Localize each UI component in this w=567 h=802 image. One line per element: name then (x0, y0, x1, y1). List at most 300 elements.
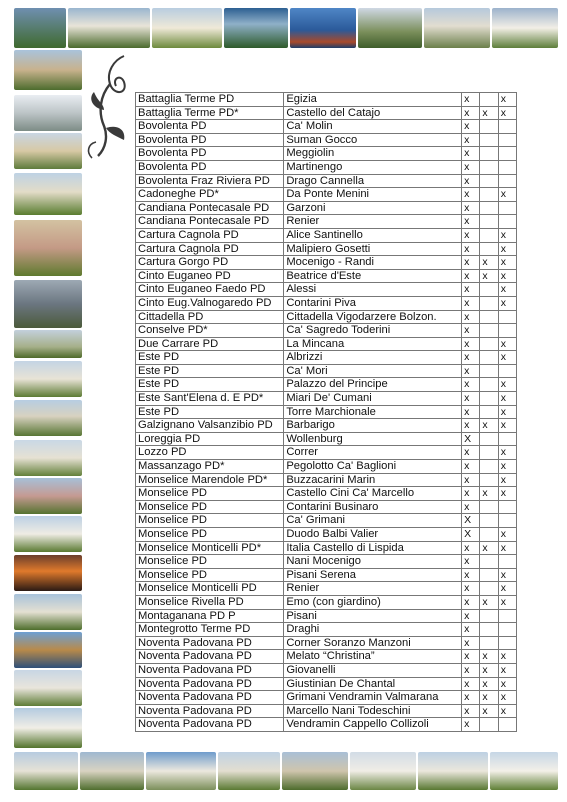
mark-cell-3: x (498, 106, 516, 120)
table-row (136, 582, 517, 596)
mark-cell-3: x (498, 595, 516, 609)
location-cell: Noventa Padovana PD (136, 704, 284, 718)
mark-cell-1: x (462, 174, 480, 188)
table-row (136, 460, 517, 474)
mark-cell-3 (498, 147, 516, 161)
location-cell: Cinto Euganeo PD (136, 269, 284, 283)
mark-cell-2 (480, 446, 498, 460)
mark-cell-2 (480, 460, 498, 474)
table-row (136, 500, 517, 514)
mark-cell-2 (480, 201, 498, 215)
location-cell: Noventa Padovana PD (136, 650, 284, 664)
mark-cell-2 (480, 432, 498, 446)
mark-cell-1: x (462, 636, 480, 650)
mark-cell-1: X (462, 528, 480, 542)
table-row (136, 174, 517, 188)
villa-name-cell: Renier (284, 582, 462, 596)
villa-photo (80, 752, 144, 790)
table-row (136, 405, 517, 419)
mark-cell-3: x (498, 351, 516, 365)
mark-cell-3: x (498, 337, 516, 351)
mark-cell-1: x (462, 337, 480, 351)
location-cell: Monselice Marendole PD* (136, 473, 284, 487)
mark-cell-3: x (498, 487, 516, 501)
table-row (136, 541, 517, 555)
location-cell: Monselice PD (136, 514, 284, 528)
mark-cell-3 (498, 718, 516, 732)
villa-name-cell: Pisani (284, 609, 462, 623)
villa-name-cell: Grimani Vendramin Valmarana (284, 691, 462, 705)
mark-cell-3: x (498, 188, 516, 202)
table-row (136, 595, 517, 609)
villa-name-cell: Mocenigo - Randi (284, 256, 462, 270)
location-cell: Montegrotto Terme PD (136, 623, 284, 637)
villa-name-cell: Pegolotto Ca' Baglioni (284, 460, 462, 474)
mark-cell-2 (480, 405, 498, 419)
mark-cell-3: x (498, 378, 516, 392)
location-cell: Monselice PD (136, 555, 284, 569)
villa-name-cell: Emo (con giardino) (284, 595, 462, 609)
mark-cell-2 (480, 296, 498, 310)
mark-cell-1: x (462, 691, 480, 705)
location-cell: Battaglia Terme PD (136, 93, 284, 107)
mark-cell-3: x (498, 283, 516, 297)
mark-cell-1: x (462, 188, 480, 202)
villa-name-cell: Egizia (284, 93, 462, 107)
table-row (136, 242, 517, 256)
villa-name-cell: Italia Castello di Lispida (284, 541, 462, 555)
location-cell: Loreggia PD (136, 432, 284, 446)
table-row (136, 392, 517, 406)
table-row (136, 650, 517, 664)
mark-cell-2 (480, 147, 498, 161)
villa-photo (14, 361, 82, 397)
location-cell: Lozzo PD (136, 446, 284, 460)
location-cell: Cinto Eug.Valnogaredo PD (136, 296, 284, 310)
table-row (136, 487, 517, 501)
mark-cell-1: x (462, 201, 480, 215)
mark-cell-3 (498, 364, 516, 378)
villa-name-cell: Torre Marchionale (284, 405, 462, 419)
villa-name-cell: Albrizzi (284, 351, 462, 365)
villa-name-cell: Ca' Molin (284, 120, 462, 134)
mark-cell-3 (498, 310, 516, 324)
mark-cell-2 (480, 364, 498, 378)
mark-cell-3: x (498, 242, 516, 256)
villa-name-cell: Martinengo (284, 160, 462, 174)
mark-cell-2 (480, 228, 498, 242)
mark-cell-2: x (480, 487, 498, 501)
table-row (136, 568, 517, 582)
mark-cell-1: x (462, 677, 480, 691)
location-cell: Este Sant'Elena d. E PD* (136, 392, 284, 406)
table-row (136, 718, 517, 732)
mark-cell-3 (498, 133, 516, 147)
villa-name-cell: Miari De' Cumani (284, 392, 462, 406)
location-cell: Noventa Padovana PD (136, 636, 284, 650)
mark-cell-2 (480, 514, 498, 528)
location-cell: Candiana Pontecasale PD (136, 215, 284, 229)
villa-name-cell: Malipiero Gosetti (284, 242, 462, 256)
mark-cell-1: x (462, 582, 480, 596)
villa-photo (218, 752, 280, 790)
location-cell: Cartura Cagnola PD (136, 242, 284, 256)
villa-name-cell: Drago Cannella (284, 174, 462, 188)
table-row (136, 419, 517, 433)
villa-name-cell: Da Ponte Menini (284, 188, 462, 202)
location-cell: Bovolenta Fraz Riviera PD (136, 174, 284, 188)
mark-cell-2: x (480, 677, 498, 691)
table-row (136, 269, 517, 283)
mark-cell-2 (480, 378, 498, 392)
mark-cell-1: x (462, 541, 480, 555)
villa-table (135, 92, 517, 732)
mark-cell-1: x (462, 487, 480, 501)
villa-name-cell: Ca' Mori (284, 364, 462, 378)
location-cell: Monselice PD (136, 528, 284, 542)
villa-name-cell: Alessi (284, 283, 462, 297)
villa-photo (14, 173, 82, 215)
location-cell: Cittadella PD (136, 310, 284, 324)
mark-cell-1: x (462, 120, 480, 134)
mark-cell-1: x (462, 419, 480, 433)
mark-cell-1: x (462, 460, 480, 474)
mark-cell-2 (480, 215, 498, 229)
table-row (136, 324, 517, 338)
mark-cell-2 (480, 636, 498, 650)
table-row (136, 310, 517, 324)
table-row (136, 106, 517, 120)
table-row (136, 93, 517, 107)
location-cell: Este PD (136, 378, 284, 392)
mark-cell-3 (498, 160, 516, 174)
mark-cell-3: x (498, 419, 516, 433)
villa-photo (492, 8, 558, 48)
mark-cell-2 (480, 555, 498, 569)
mark-cell-1: x (462, 473, 480, 487)
table-row (136, 514, 517, 528)
mark-cell-3 (498, 623, 516, 637)
villa-name-cell: Duodo Balbi Valier (284, 528, 462, 542)
mark-cell-1: x (462, 446, 480, 460)
table-row (136, 296, 517, 310)
mark-cell-3: x (498, 582, 516, 596)
mark-cell-1: x (462, 364, 480, 378)
mark-cell-3: x (498, 691, 516, 705)
table-row (136, 188, 517, 202)
villa-name-cell: Ca' Grimani (284, 514, 462, 528)
villa-name-cell: Castello del Catajo (284, 106, 462, 120)
villa-name-cell: Giovanelli (284, 663, 462, 677)
villa-photo (424, 8, 490, 48)
villa-photo (14, 632, 82, 668)
mark-cell-3: x (498, 528, 516, 542)
villa-name-cell: Suman Gocco (284, 133, 462, 147)
villa-photo (490, 752, 558, 790)
mark-cell-2: x (480, 663, 498, 677)
mark-cell-1: X (462, 514, 480, 528)
villa-name-cell: Garzoni (284, 201, 462, 215)
mark-cell-1: x (462, 378, 480, 392)
mark-cell-2: x (480, 595, 498, 609)
mark-cell-3: x (498, 256, 516, 270)
mark-cell-3: x (498, 392, 516, 406)
mark-cell-1: x (462, 623, 480, 637)
villa-photo (146, 752, 216, 790)
mark-cell-3: x (498, 677, 516, 691)
table-row (136, 215, 517, 229)
mark-cell-2 (480, 174, 498, 188)
villa-photo (14, 670, 82, 706)
table-row (136, 283, 517, 297)
mark-cell-2 (480, 718, 498, 732)
mark-cell-3: x (498, 704, 516, 718)
villa-photo (14, 133, 82, 169)
mark-cell-1: x (462, 133, 480, 147)
table-row (136, 201, 517, 215)
mark-cell-2 (480, 283, 498, 297)
villa-name-cell: Beatrice d'Este (284, 269, 462, 283)
location-cell: Candiana Pontecasale PD (136, 201, 284, 215)
villa-photo (14, 708, 82, 748)
villa-name-cell: Draghi (284, 623, 462, 637)
mark-cell-2: x (480, 256, 498, 270)
mark-cell-1: x (462, 324, 480, 338)
villa-name-cell: Meggiolin (284, 147, 462, 161)
mark-cell-2 (480, 310, 498, 324)
location-cell: Monselice Monticelli PD* (136, 541, 284, 555)
mark-cell-3: x (498, 296, 516, 310)
location-cell: Noventa Padovana PD (136, 718, 284, 732)
mark-cell-3: x (498, 446, 516, 460)
villa-name-cell: Nani Mocenigo (284, 555, 462, 569)
mark-cell-1: x (462, 269, 480, 283)
mark-cell-2 (480, 392, 498, 406)
table-row (136, 120, 517, 134)
mark-cell-2 (480, 324, 498, 338)
location-cell: Monselice Monticelli PD (136, 582, 284, 596)
mark-cell-3: x (498, 93, 516, 107)
location-cell: Battaglia Terme PD* (136, 106, 284, 120)
mark-cell-1: x (462, 283, 480, 297)
location-cell: Cinto Euganeo Faedo PD (136, 283, 284, 297)
mark-cell-3: x (498, 650, 516, 664)
mark-cell-1: x (462, 609, 480, 623)
mark-cell-3: x (498, 269, 516, 283)
mark-cell-3 (498, 201, 516, 215)
mark-cell-1: x (462, 392, 480, 406)
mark-cell-2 (480, 133, 498, 147)
mark-cell-3 (498, 120, 516, 134)
mark-cell-3: x (498, 568, 516, 582)
table-row (136, 378, 517, 392)
mark-cell-2 (480, 120, 498, 134)
table-row (136, 147, 517, 161)
mark-cell-2: x (480, 106, 498, 120)
villa-photo (14, 478, 82, 514)
mark-cell-1: x (462, 568, 480, 582)
villa-photo (14, 594, 82, 630)
mark-cell-2: x (480, 650, 498, 664)
location-cell: Cadoneghe PD* (136, 188, 284, 202)
mark-cell-1: x (462, 500, 480, 514)
villa-photo (152, 8, 222, 48)
mark-cell-1: x (462, 228, 480, 242)
mark-cell-1: x (462, 310, 480, 324)
mark-cell-1: x (462, 650, 480, 664)
mark-cell-2 (480, 337, 498, 351)
villa-photo (350, 752, 416, 790)
mark-cell-3 (498, 555, 516, 569)
mark-cell-3: x (498, 663, 516, 677)
mark-cell-3: x (498, 228, 516, 242)
mark-cell-2: x (480, 704, 498, 718)
mark-cell-1: x (462, 256, 480, 270)
mark-cell-2: x (480, 691, 498, 705)
villa-photo (14, 752, 78, 790)
table-row (136, 636, 517, 650)
villa-name-cell: Vendramin Cappello Collizoli (284, 718, 462, 732)
mark-cell-2 (480, 351, 498, 365)
table-row (136, 256, 517, 270)
mark-cell-3 (498, 174, 516, 188)
table-row (136, 528, 517, 542)
villa-name-cell: Ca' Sagredo Toderini (284, 324, 462, 338)
mark-cell-1: x (462, 147, 480, 161)
table-row (136, 609, 517, 623)
location-cell: Conselve PD* (136, 324, 284, 338)
mark-cell-3: x (498, 541, 516, 555)
mark-cell-1: x (462, 595, 480, 609)
location-cell: Cartura Gorgo PD (136, 256, 284, 270)
mark-cell-2: x (480, 269, 498, 283)
mark-cell-3: x (498, 460, 516, 474)
location-cell: Noventa Padovana PD (136, 677, 284, 691)
location-cell: Due Carrare PD (136, 337, 284, 351)
location-cell: Montaganana PD P (136, 609, 284, 623)
villa-name-cell: Barbarigo (284, 419, 462, 433)
villa-name-cell: Buzzacarini Marin (284, 473, 462, 487)
mark-cell-1: x (462, 160, 480, 174)
location-cell: Massanzago PD* (136, 460, 284, 474)
mark-cell-2 (480, 568, 498, 582)
villa-name-cell: Marcello Nani Todeschini (284, 704, 462, 718)
mark-cell-1: x (462, 242, 480, 256)
location-cell: Bovolenta PD (136, 133, 284, 147)
mark-cell-1: x (462, 351, 480, 365)
villa-name-cell: Alice Santinello (284, 228, 462, 242)
location-cell: Monselice PD (136, 500, 284, 514)
location-cell: Bovolenta PD (136, 120, 284, 134)
villa-photo (14, 95, 82, 131)
location-cell: Este PD (136, 405, 284, 419)
mark-cell-1: x (462, 663, 480, 677)
table-row (136, 704, 517, 718)
villa-name-cell: Palazzo del Principe (284, 378, 462, 392)
mark-cell-1: x (462, 296, 480, 310)
mark-cell-2 (480, 160, 498, 174)
table-row (136, 623, 517, 637)
mark-cell-3: x (498, 473, 516, 487)
villa-name-cell: Contarini Businaro (284, 500, 462, 514)
villa-photo (14, 440, 82, 476)
table-row (136, 228, 517, 242)
mark-cell-2 (480, 582, 498, 596)
table-row (136, 337, 517, 351)
villa-photo (418, 752, 488, 790)
table-row (136, 691, 517, 705)
location-cell: Galzignano Valsanzibio PD (136, 419, 284, 433)
villa-name-cell: Cittadella Vigodarzere Bolzon. (284, 310, 462, 324)
villa-name-cell: La Mincana (284, 337, 462, 351)
table-row (136, 364, 517, 378)
mark-cell-2 (480, 242, 498, 256)
table-row (136, 351, 517, 365)
villa-name-cell: Giustinian De Chantal (284, 677, 462, 691)
mark-cell-1: x (462, 718, 480, 732)
mark-cell-3 (498, 636, 516, 650)
location-cell: Monselice PD (136, 568, 284, 582)
table-row (136, 663, 517, 677)
villa-name-cell: Correr (284, 446, 462, 460)
villa-photo (14, 50, 82, 90)
mark-cell-3 (498, 432, 516, 446)
mark-cell-3 (498, 500, 516, 514)
location-cell: Monselice PD (136, 487, 284, 501)
ornament-flourish (84, 50, 139, 160)
mark-cell-2 (480, 500, 498, 514)
location-cell: Monselice Rivella PD (136, 595, 284, 609)
mark-cell-1: x (462, 93, 480, 107)
mark-cell-1: x (462, 106, 480, 120)
villa-name-cell: Melato “Christina” (284, 650, 462, 664)
villa-photo (14, 330, 82, 358)
mark-cell-2 (480, 623, 498, 637)
villa-photo (14, 555, 82, 591)
mark-cell-2: x (480, 419, 498, 433)
table-row (136, 555, 517, 569)
mark-cell-3: x (498, 405, 516, 419)
mark-cell-1: X (462, 432, 480, 446)
mark-cell-3 (498, 609, 516, 623)
villa-photo (14, 8, 66, 48)
villa-photo (14, 516, 82, 552)
villa-name-cell: Wollenburg (284, 432, 462, 446)
table-row (136, 133, 517, 147)
mark-cell-2 (480, 188, 498, 202)
location-cell: Bovolenta PD (136, 147, 284, 161)
villa-name-cell: Pisani Serena (284, 568, 462, 582)
villa-photo (14, 400, 82, 436)
villa-name-cell: Corner Soranzo Manzoni (284, 636, 462, 650)
villa-photo (290, 8, 356, 48)
table-row (136, 432, 517, 446)
location-cell: Bovolenta PD (136, 160, 284, 174)
villa-photo (282, 752, 348, 790)
mark-cell-2 (480, 609, 498, 623)
villa-name-cell: Contarini Piva (284, 296, 462, 310)
mark-cell-2: x (480, 541, 498, 555)
villa-photo (224, 8, 288, 48)
mark-cell-2 (480, 93, 498, 107)
villa-table-body (136, 93, 517, 732)
mark-cell-2 (480, 473, 498, 487)
villa-photo (14, 220, 82, 276)
villa-name-cell: Castello Cini Ca' Marcello (284, 487, 462, 501)
mark-cell-2 (480, 528, 498, 542)
villa-name-cell: Renier (284, 215, 462, 229)
location-cell: Este PD (136, 351, 284, 365)
